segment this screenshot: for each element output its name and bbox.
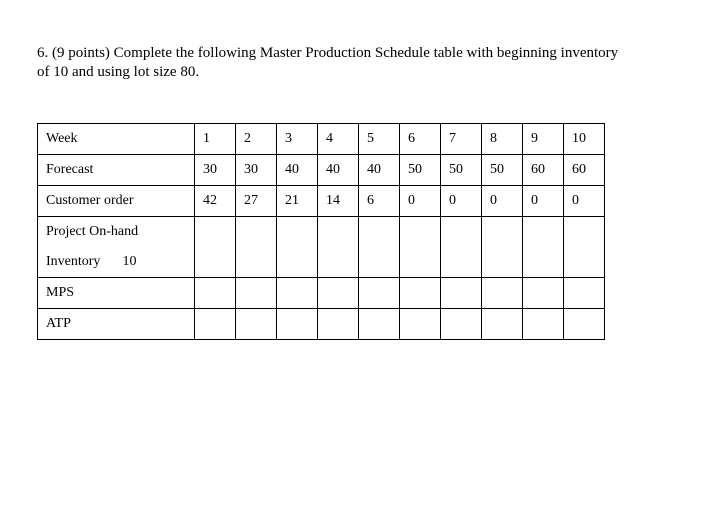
projected-on-hand-cell[interactable]	[564, 217, 605, 278]
forecast-cell: 50	[482, 155, 523, 186]
week-cell: 10	[564, 124, 605, 155]
forecast-cell: 40	[318, 155, 359, 186]
atp-row	[38, 309, 605, 340]
mps-row-label: MPS	[38, 278, 195, 309]
week-cell: 8	[482, 124, 523, 155]
projected-on-hand-row	[38, 217, 605, 278]
forecast-cell: 50	[400, 155, 441, 186]
projected-on-hand-cell[interactable]	[236, 217, 277, 278]
mps-cell[interactable]	[564, 278, 605, 309]
week-row-label: Week	[38, 124, 195, 155]
question-text	[37, 44, 697, 82]
week-cell: 7	[441, 124, 482, 155]
forecast-cell: 30	[236, 155, 277, 186]
mps-cell[interactable]	[359, 278, 400, 309]
projected-on-hand-cell[interactable]	[277, 217, 318, 278]
atp-cell[interactable]	[441, 309, 482, 340]
projected-on-hand-cell[interactable]	[482, 217, 523, 278]
forecast-cell: 30	[195, 155, 236, 186]
customer-order-cell: 0	[441, 186, 482, 217]
forecast-cell: 60	[564, 155, 605, 186]
projected-on-hand-cell[interactable]	[441, 217, 482, 278]
customer-order-cell: 14	[318, 186, 359, 217]
projected-on-hand-cell[interactable]	[523, 217, 564, 278]
atp-cell[interactable]	[359, 309, 400, 340]
forecast-row-label: Forecast	[38, 155, 195, 186]
beginning-inventory-value: 10	[122, 254, 137, 269]
forecast-row	[38, 155, 605, 186]
week-cell: 6	[400, 124, 441, 155]
projected-on-hand-cell[interactable]	[400, 217, 441, 278]
forecast-cell: 40	[359, 155, 400, 186]
mps-cell[interactable]	[236, 278, 277, 309]
projected-on-hand-cell[interactable]	[195, 217, 236, 278]
customer-order-cell: 42	[195, 186, 236, 217]
week-cell: 9	[523, 124, 564, 155]
mps-cell[interactable]	[441, 278, 482, 309]
atp-cell[interactable]	[523, 309, 564, 340]
atp-cell[interactable]	[482, 309, 523, 340]
atp-cell[interactable]	[236, 309, 277, 340]
week-cell: 2	[236, 124, 277, 155]
atp-cell[interactable]	[400, 309, 441, 340]
customer-order-row-label: Customer order	[38, 186, 195, 217]
inventory-label-line	[46, 247, 194, 277]
mps-cell[interactable]	[400, 278, 441, 309]
mps-cell[interactable]	[195, 278, 236, 309]
forecast-cell: 50	[441, 155, 482, 186]
inventory-label: Inventory	[46, 254, 101, 269]
mps-cell[interactable]	[277, 278, 318, 309]
week-row	[38, 124, 605, 155]
atp-cell[interactable]	[195, 309, 236, 340]
atp-cell[interactable]	[564, 309, 605, 340]
projected-on-hand-cell[interactable]	[318, 217, 359, 278]
projected-on-hand-row-label	[38, 217, 195, 278]
customer-order-cell: 6	[359, 186, 400, 217]
forecast-cell: 40	[277, 155, 318, 186]
projected-on-hand-label: Project On-hand	[46, 224, 139, 239]
customer-order-cell: 27	[236, 186, 277, 217]
master-production-schedule-table	[37, 123, 605, 340]
atp-cell[interactable]	[277, 309, 318, 340]
customer-order-cell: 0	[523, 186, 564, 217]
atp-row-label: ATP	[38, 309, 195, 340]
atp-cell[interactable]	[318, 309, 359, 340]
week-cell: 3	[277, 124, 318, 155]
mps-cell[interactable]	[523, 278, 564, 309]
mps-row	[38, 278, 605, 309]
customer-order-cell: 0	[564, 186, 605, 217]
customer-order-cell: 0	[400, 186, 441, 217]
mps-cell[interactable]	[482, 278, 523, 309]
question-line-2: of 10 and using lot size 80.	[37, 64, 200, 80]
week-cell: 4	[318, 124, 359, 155]
week-cell: 5	[359, 124, 400, 155]
question-line-1: 6. (9 points) Complete the following Master Production Schedule table with beginning inventory	[37, 45, 619, 61]
forecast-cell: 60	[523, 155, 564, 186]
mps-cell[interactable]	[318, 278, 359, 309]
customer-order-cell: 21	[277, 186, 318, 217]
projected-on-hand-cell[interactable]	[359, 217, 400, 278]
customer-order-cell: 0	[482, 186, 523, 217]
week-cell: 1	[195, 124, 236, 155]
customer-order-row	[38, 186, 605, 217]
